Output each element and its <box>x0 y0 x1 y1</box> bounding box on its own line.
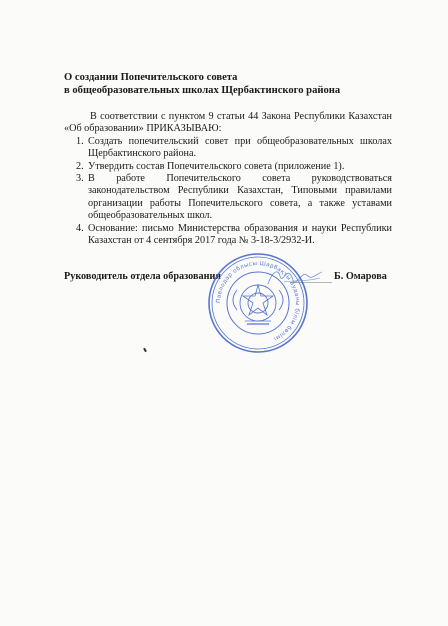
order-item-number: 2. <box>76 160 84 172</box>
order-item-number: 1. <box>76 135 84 147</box>
seal-text: Павлодар облысы Шарбақты ауданы білім бөлімі <box>215 260 301 342</box>
order-item <box>64 223 392 248</box>
order-item-text: Основание: письмо Министерства образования и науки Республики Казахстан от 4 сентября 2017 года № 3-18-3/2932-И. <box>88 222 392 247</box>
order-item-text: Утвердить состав Попечительского совета (приложение 1). <box>88 160 345 172</box>
order-item-text: В работе Попечительского совета руководствоваться законодательством Республики Казахстан, Типовыми правилами организации работы Попечительского совета, а также уставами общеобразовательных школ. <box>88 173 392 222</box>
order-item <box>64 173 392 223</box>
signatory-name: Б. Омарова <box>334 271 387 282</box>
order-item-text: Создать попечительский совет при общеобразовательных школах Щербактинского района. <box>88 135 392 160</box>
order-item-number: 3. <box>76 173 84 185</box>
title-line-2: в общеобразовательных школах Щербактинского района <box>64 85 341 96</box>
handwritten-signature <box>262 262 332 292</box>
ink-speck <box>143 348 147 352</box>
order-list <box>64 136 392 248</box>
order-item-number: 4. <box>76 222 84 234</box>
signatory-position: Руководитель отдела образования <box>64 271 221 282</box>
intro-paragraph: В соответствии с пунктом 9 статьи 44 Закона Республики Казахстан «Об образовании» ПРИКАЗЫВАЮ: <box>64 111 392 135</box>
document-title <box>64 71 394 97</box>
order-item <box>64 161 392 173</box>
order-item <box>64 136 392 161</box>
document-body <box>64 111 392 247</box>
title-line-1: О создании Попечительского совета <box>64 72 238 83</box>
